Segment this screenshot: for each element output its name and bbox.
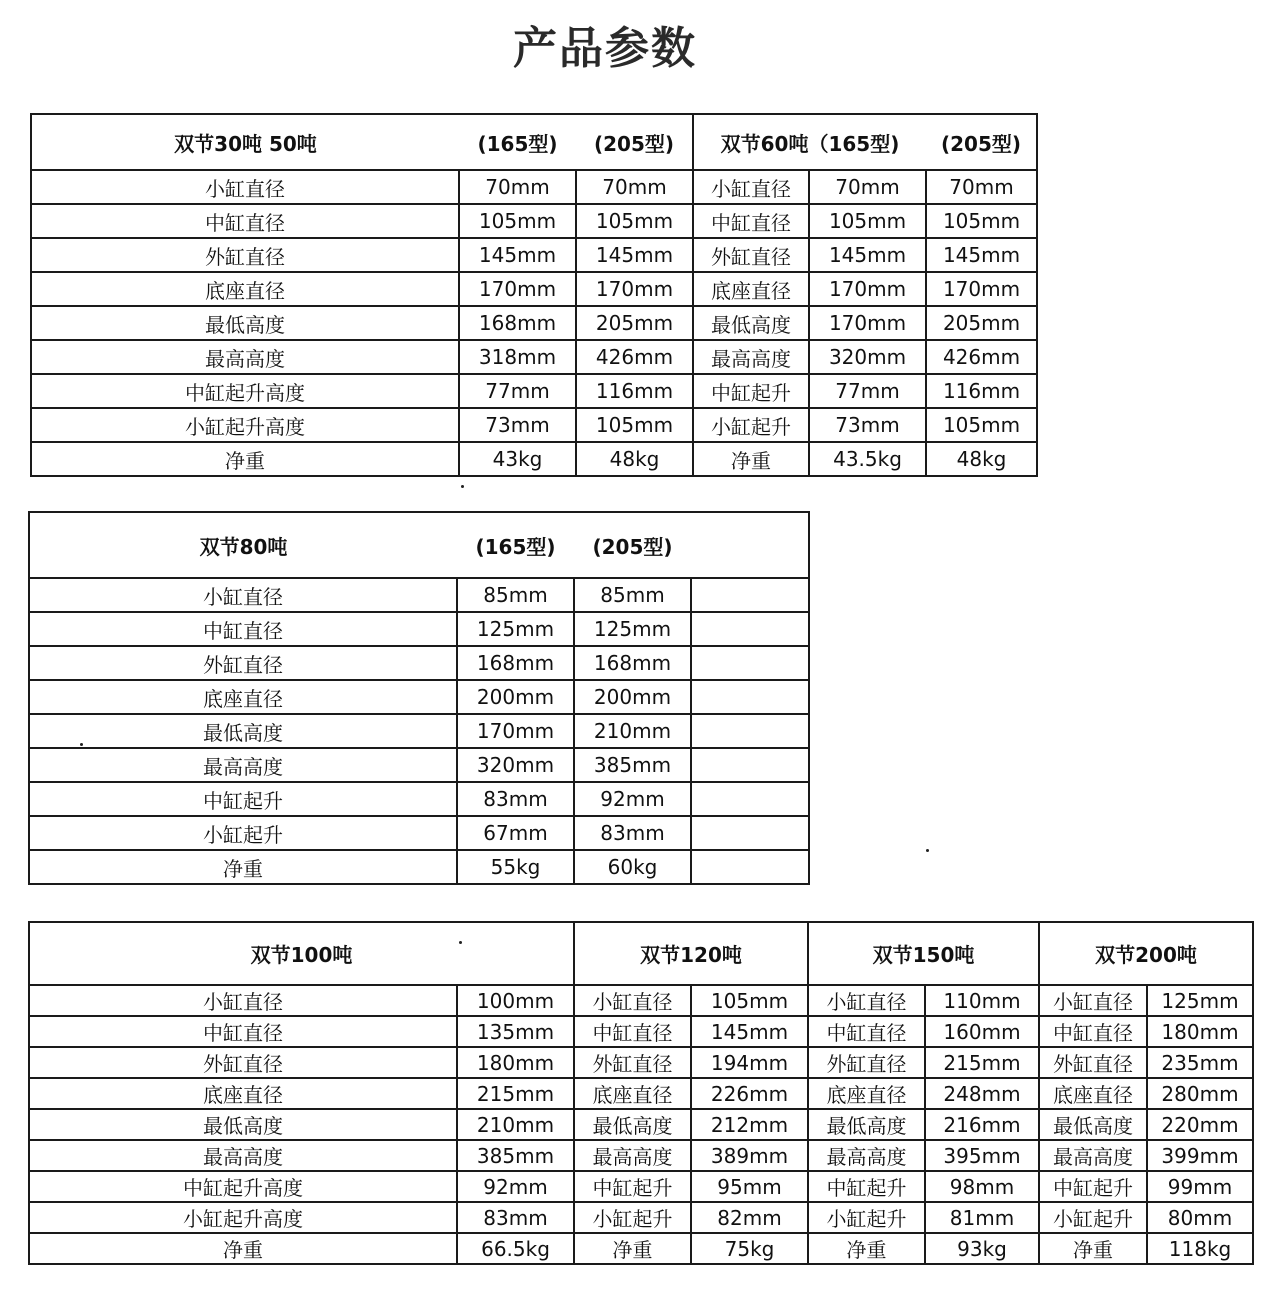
value-200t: 235mm	[1147, 1047, 1253, 1078]
param-label: 最低高度	[1039, 1109, 1147, 1140]
value-205: 426mm	[576, 340, 693, 374]
value-205: 205mm	[926, 306, 1037, 340]
value-165: 145mm	[809, 238, 926, 272]
param-label: 小缸直径	[693, 170, 809, 204]
table-header-120t: 双节120吨	[574, 922, 808, 985]
value-120t: 145mm	[691, 1016, 808, 1047]
value-200t: 399mm	[1147, 1140, 1253, 1171]
param-label: 中缸直径	[693, 204, 809, 238]
param-label: 净重	[31, 442, 459, 476]
table-row	[29, 612, 809, 646]
table-row	[31, 374, 1037, 408]
param-label: 净重	[808, 1233, 925, 1264]
model-205-label: (205型)	[574, 512, 691, 578]
scan-speck	[459, 941, 462, 944]
value-165: 170mm	[809, 306, 926, 340]
value-200t: 80mm	[1147, 1202, 1253, 1233]
param-label: 最低高度	[808, 1109, 925, 1140]
value-205: 105mm	[576, 408, 693, 442]
value-165: 168mm	[459, 306, 576, 340]
value-165: 318mm	[459, 340, 576, 374]
param-label: 最低高度	[31, 306, 459, 340]
value-205: 205mm	[576, 306, 693, 340]
table-row	[29, 1109, 1253, 1140]
scan-speck	[80, 743, 83, 746]
param-label: 小缸直径	[29, 985, 457, 1016]
value-150t: 110mm	[925, 985, 1039, 1016]
param-label: 外缸直径	[574, 1047, 691, 1078]
value-100t: 215mm	[457, 1078, 574, 1109]
value-150t: 98mm	[925, 1171, 1039, 1202]
param-label: 最高高度	[31, 340, 459, 374]
value-205: 145mm	[576, 238, 693, 272]
value-205: 105mm	[926, 408, 1037, 442]
value-100t: 92mm	[457, 1171, 574, 1202]
value-165: 125mm	[457, 612, 574, 646]
empty-cell	[691, 680, 809, 714]
value-120t: 95mm	[691, 1171, 808, 1202]
param-label: 底座直径	[693, 272, 809, 306]
param-label: 中缸起升	[808, 1171, 925, 1202]
table-header-60t: 双节60吨（165型)	[693, 114, 926, 170]
param-label: 净重	[29, 1233, 457, 1264]
spec-table-100-200t	[28, 921, 1254, 1265]
value-165: 43.5kg	[809, 442, 926, 476]
param-label: 中缸起升	[693, 374, 809, 408]
value-165: 200mm	[457, 680, 574, 714]
table-row	[31, 408, 1037, 442]
empty-header-cell	[691, 512, 809, 578]
param-label: 最低高度	[574, 1109, 691, 1140]
value-165: 320mm	[809, 340, 926, 374]
value-100t: 135mm	[457, 1016, 574, 1047]
param-label: 中缸直径	[808, 1016, 925, 1047]
param-label: 小缸起升高度	[29, 1202, 457, 1233]
value-200t: 280mm	[1147, 1078, 1253, 1109]
param-label: 底座直径	[574, 1078, 691, 1109]
empty-cell	[691, 714, 809, 748]
param-label: 中缸起升	[574, 1171, 691, 1202]
table-row	[31, 170, 1037, 204]
value-150t: 215mm	[925, 1047, 1039, 1078]
table-row	[29, 985, 1253, 1016]
param-label: 净重	[29, 850, 457, 884]
value-205: 85mm	[574, 578, 691, 612]
value-165: 85mm	[457, 578, 574, 612]
param-label: 外缸直径	[31, 238, 459, 272]
value-200t: 99mm	[1147, 1171, 1253, 1202]
value-165: 105mm	[809, 204, 926, 238]
param-label: 小缸直径	[574, 985, 691, 1016]
value-205: 92mm	[574, 782, 691, 816]
param-label: 小缸直径	[1039, 985, 1147, 1016]
table-row	[29, 782, 809, 816]
value-150t: 395mm	[925, 1140, 1039, 1171]
value-100t: 66.5kg	[457, 1233, 574, 1264]
value-150t: 160mm	[925, 1016, 1039, 1047]
value-165: 73mm	[459, 408, 576, 442]
param-label: 净重	[693, 442, 809, 476]
scan-speck	[926, 849, 929, 852]
value-200t: 118kg	[1147, 1233, 1253, 1264]
param-label: 小缸起升	[808, 1202, 925, 1233]
param-label: 最高高度	[693, 340, 809, 374]
param-label: 最高高度	[808, 1140, 925, 1171]
param-label: 小缸起升	[693, 408, 809, 442]
table-row	[29, 1202, 1253, 1233]
value-120t: 389mm	[691, 1140, 808, 1171]
table-row	[29, 850, 809, 884]
value-150t: 216mm	[925, 1109, 1039, 1140]
empty-cell	[691, 646, 809, 680]
param-label: 小缸起升	[1039, 1202, 1147, 1233]
param-label: 外缸直径	[1039, 1047, 1147, 1078]
param-label: 外缸直径	[808, 1047, 925, 1078]
value-165: 170mm	[459, 272, 576, 306]
param-label: 底座直径	[1039, 1078, 1147, 1109]
value-165: 320mm	[457, 748, 574, 782]
param-label: 中缸直径	[31, 204, 459, 238]
value-165: 168mm	[457, 646, 574, 680]
param-label: 底座直径	[29, 680, 457, 714]
param-label: 净重	[574, 1233, 691, 1264]
param-label: 小缸起升	[574, 1202, 691, 1233]
spec-table-80t	[28, 511, 810, 885]
param-label: 外缸直径	[29, 646, 457, 680]
value-205: 385mm	[574, 748, 691, 782]
param-label: 中缸直径	[29, 1016, 457, 1047]
empty-cell	[691, 578, 809, 612]
model-205-label: (205型)	[576, 114, 693, 170]
table-row	[29, 816, 809, 850]
empty-cell	[691, 850, 809, 884]
empty-cell	[691, 782, 809, 816]
value-100t: 385mm	[457, 1140, 574, 1171]
value-205: 210mm	[574, 714, 691, 748]
table-header-80t: 双节80吨	[29, 512, 457, 578]
param-label: 中缸起升	[29, 782, 457, 816]
table-row	[31, 204, 1037, 238]
model-165-label: (165型)	[459, 114, 576, 170]
param-label: 小缸直径	[29, 578, 457, 612]
param-label: 中缸直径	[29, 612, 457, 646]
table-row	[29, 1047, 1253, 1078]
table-row	[29, 1233, 1253, 1264]
value-120t: 212mm	[691, 1109, 808, 1140]
value-205: 168mm	[574, 646, 691, 680]
value-205: 105mm	[576, 204, 693, 238]
value-120t: 105mm	[691, 985, 808, 1016]
table-row	[31, 306, 1037, 340]
value-120t: 75kg	[691, 1233, 808, 1264]
value-165: 70mm	[809, 170, 926, 204]
table-header-30-50t: 双节30吨 50吨	[31, 114, 459, 170]
param-label: 小缸起升	[29, 816, 457, 850]
value-205: 125mm	[574, 612, 691, 646]
value-205: 200mm	[574, 680, 691, 714]
model-165-label: (165型)	[457, 512, 574, 578]
param-label: 最低高度	[29, 714, 457, 748]
value-100t: 100mm	[457, 985, 574, 1016]
table-header-200t: 双节200吨	[1039, 922, 1253, 985]
param-label: 外缸直径	[693, 238, 809, 272]
value-205: 116mm	[576, 374, 693, 408]
value-100t: 83mm	[457, 1202, 574, 1233]
table-row	[29, 1171, 1253, 1202]
table-row	[29, 748, 809, 782]
value-120t: 226mm	[691, 1078, 808, 1109]
value-165: 55kg	[457, 850, 574, 884]
table-row	[29, 646, 809, 680]
page-title: 产品参数	[513, 23, 697, 74]
value-205: 48kg	[926, 442, 1037, 476]
table-row	[31, 340, 1037, 374]
table-row	[31, 238, 1037, 272]
param-label: 最高高度	[574, 1140, 691, 1171]
param-label: 最低高度	[29, 1109, 457, 1140]
table-row	[29, 680, 809, 714]
value-165: 145mm	[459, 238, 576, 272]
param-label: 中缸起升高度	[31, 374, 459, 408]
spec-table-30-60t	[30, 113, 1038, 477]
param-label: 最低高度	[693, 306, 809, 340]
param-label: 中缸起升高度	[29, 1171, 457, 1202]
value-150t: 93kg	[925, 1233, 1039, 1264]
value-165: 77mm	[809, 374, 926, 408]
value-165: 43kg	[459, 442, 576, 476]
value-150t: 81mm	[925, 1202, 1039, 1233]
value-205: 145mm	[926, 238, 1037, 272]
empty-cell	[691, 612, 809, 646]
value-205: 170mm	[576, 272, 693, 306]
table-row	[29, 1078, 1253, 1109]
param-label: 底座直径	[29, 1078, 457, 1109]
param-label: 小缸直径	[808, 985, 925, 1016]
value-165: 83mm	[457, 782, 574, 816]
value-120t: 82mm	[691, 1202, 808, 1233]
value-205: 116mm	[926, 374, 1037, 408]
value-205: 70mm	[576, 170, 693, 204]
param-label: 底座直径	[31, 272, 459, 306]
value-165: 70mm	[459, 170, 576, 204]
param-label: 最高高度	[29, 748, 457, 782]
table-row	[29, 1140, 1253, 1171]
value-165: 170mm	[457, 714, 574, 748]
table-row	[31, 272, 1037, 306]
param-label: 净重	[1039, 1233, 1147, 1264]
param-label: 外缸直径	[29, 1047, 457, 1078]
table-row	[29, 578, 809, 612]
param-label: 中缸起升	[1039, 1171, 1147, 1202]
table-row	[29, 714, 809, 748]
table-row	[29, 1016, 1253, 1047]
value-205: 426mm	[926, 340, 1037, 374]
scan-speck	[461, 485, 464, 488]
value-165: 73mm	[809, 408, 926, 442]
param-label: 底座直径	[808, 1078, 925, 1109]
value-120t: 194mm	[691, 1047, 808, 1078]
table-row	[31, 442, 1037, 476]
table-header-100t: 双节100吨	[29, 922, 574, 985]
table-header-150t: 双节150吨	[808, 922, 1039, 985]
empty-cell	[691, 748, 809, 782]
value-205: 105mm	[926, 204, 1037, 238]
param-label: 中缸直径	[1039, 1016, 1147, 1047]
value-205: 70mm	[926, 170, 1037, 204]
value-205: 60kg	[574, 850, 691, 884]
param-label: 小缸起升高度	[31, 408, 459, 442]
param-label: 最高高度	[29, 1140, 457, 1171]
value-200t: 220mm	[1147, 1109, 1253, 1140]
value-165: 105mm	[459, 204, 576, 238]
value-165: 67mm	[457, 816, 574, 850]
value-205: 83mm	[574, 816, 691, 850]
value-205: 170mm	[926, 272, 1037, 306]
value-165: 170mm	[809, 272, 926, 306]
param-label: 最高高度	[1039, 1140, 1147, 1171]
value-205: 48kg	[576, 442, 693, 476]
value-200t: 180mm	[1147, 1016, 1253, 1047]
value-165: 77mm	[459, 374, 576, 408]
value-150t: 248mm	[925, 1078, 1039, 1109]
param-label: 小缸直径	[31, 170, 459, 204]
model-205-label: (205型)	[926, 114, 1037, 170]
value-100t: 180mm	[457, 1047, 574, 1078]
empty-cell	[691, 816, 809, 850]
value-200t: 125mm	[1147, 985, 1253, 1016]
value-100t: 210mm	[457, 1109, 574, 1140]
param-label: 中缸直径	[574, 1016, 691, 1047]
